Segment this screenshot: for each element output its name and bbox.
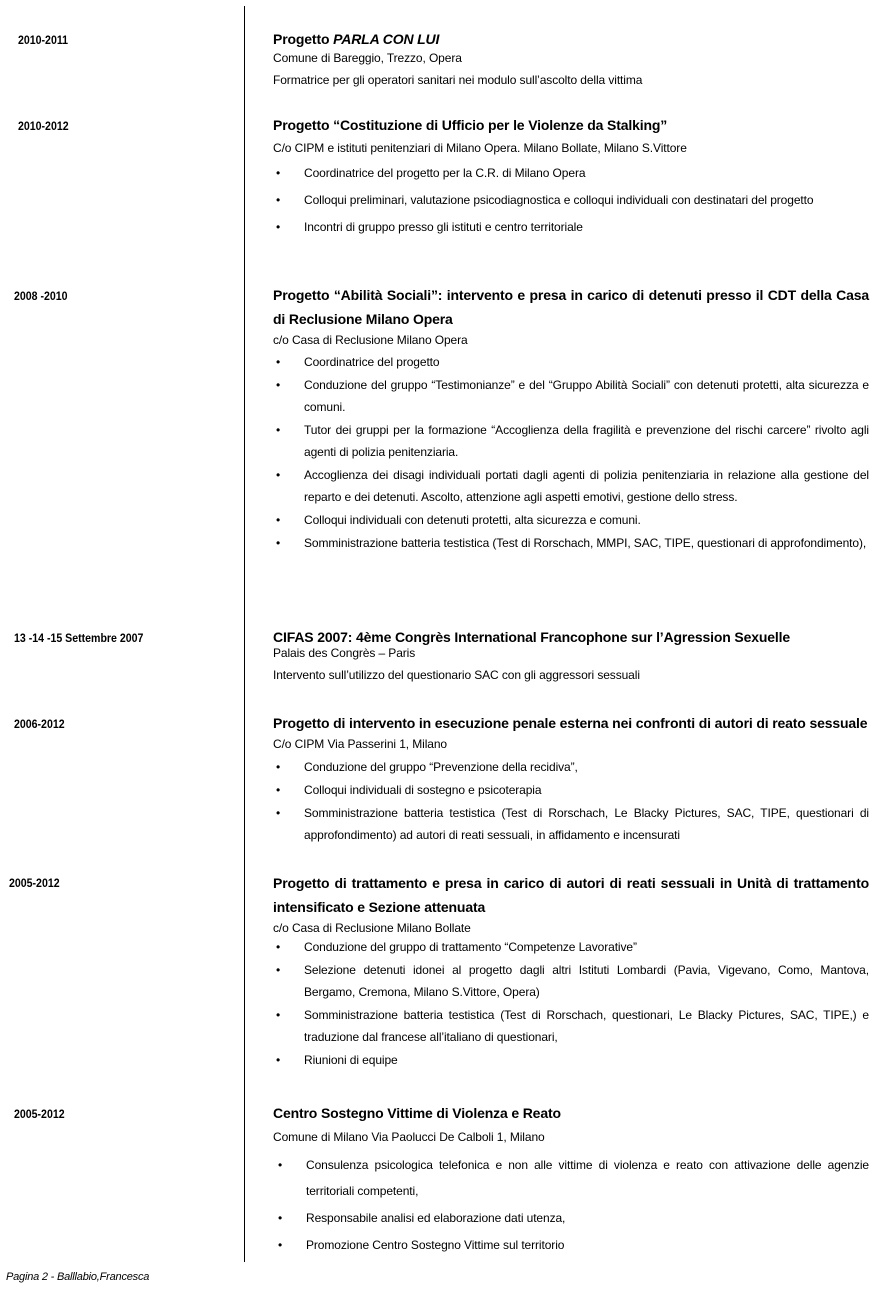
entry-content (273, 716, 869, 847)
bullet-dot: • (275, 806, 281, 820)
entry-line: c/o Casa di Reclusione Milano Bollate (273, 921, 471, 935)
list-item-text: Coordinatrice del progetto (304, 355, 440, 369)
entry-date: 13 -14 -15 Settembre 2007 (14, 633, 144, 645)
list-item (273, 374, 869, 418)
bullet-list (273, 351, 869, 554)
entry-title: Progetto “Abilità Sociali”: intervento e presa in carico di detenuti presso il CDT della Casa di Reclusione Milano Opera (273, 287, 869, 327)
list-item (273, 1049, 869, 1071)
list-item (275, 1232, 869, 1258)
list-item-text: Somministrazione batteria testistica (Test di Rorschach, questionari, Le Blacky Pictures, SAC, TIPE,) e traduzione dal francese all’italiano di questionari, (304, 1008, 869, 1044)
bullet-list (275, 1152, 869, 1258)
list-item-text: Selezione detenuti idonei al progetto dagli altri Istituti Lombardi (Pavia, Vigevano, Como, Mantova, Bergamo, Cremona, Milano S.Vittore, Opera) (304, 963, 869, 999)
list-item (275, 1205, 869, 1231)
list-item-text: Accoglienza dei disagi individuali portati dagli agenti di polizia penitenziaria in relazione alla gestione del reparto e dei detenuti. Ascolto, attenzione agli aspetti emotivi, gestione dello stress. (304, 468, 869, 504)
entry-date: 2005-2012 (14, 1109, 65, 1121)
entry-line: Palais des Congrès – Paris (273, 646, 416, 660)
list-item (273, 936, 869, 958)
title-prefix: Progetto (273, 31, 334, 47)
list-item-text: Conduzione del gruppo “Testimonianze” e del “Gruppo Abilità Sociali” con detenuti protetti, alta sicurezza e comuni. (304, 378, 869, 414)
list-item (273, 160, 869, 186)
bullet-dot: • (275, 963, 281, 977)
entry-line: Intervento sull’utilizzo del questionario SAC con gli aggressori sessuali (273, 668, 640, 682)
list-item (273, 464, 869, 508)
entry-content (273, 118, 869, 241)
list-item (273, 756, 869, 778)
bullet-dot: • (277, 1211, 283, 1225)
bullet-dot: • (275, 468, 281, 482)
entry-line: c/o Casa di Reclusione Milano Opera (273, 333, 468, 347)
bullet-dot: • (275, 423, 281, 437)
bullet-dot: • (275, 1053, 281, 1067)
list-item (273, 1004, 869, 1048)
list-item (275, 1152, 869, 1204)
title-italic: PARLA CON LUI (333, 31, 440, 47)
list-item-text: Incontri di gruppo presso gli istituti e centro territoriale (304, 220, 583, 234)
entry-content (273, 288, 869, 555)
entry-title: Progetto di trattamento e presa in carico di autori di reati sessuali in Unità di trattamento intensificato e Sezione attenuata (273, 875, 869, 915)
bullet-dot: • (275, 193, 281, 207)
list-item-text: Colloqui preliminari, valutazione psicodiagnostica e colloqui individuali con destinatari del progetto (304, 193, 814, 207)
list-item-text: Riunioni di equipe (304, 1053, 398, 1067)
list-item (273, 187, 869, 213)
list-item-text: Conduzione del gruppo “Prevenzione della recidiva”, (304, 760, 578, 774)
entry-date: 2006-2012 (14, 719, 65, 731)
bullet-list (273, 160, 869, 240)
list-item (273, 959, 869, 1003)
list-item-text: Promozione Centro Sostegno Vittime sul territorio (306, 1238, 565, 1252)
vertical-divider (244, 6, 245, 1262)
list-item-text: Conduzione del gruppo di trattamento “Competenze Lavorative” (304, 940, 637, 954)
list-item-text: Colloqui individuali di sostegno e psicoterapia (304, 783, 542, 797)
bullet-dot: • (275, 355, 281, 369)
bullet-dot: • (275, 378, 281, 392)
entry-title: Progetto di intervento in esecuzione penale esterna nei confronti di autori di reato sessuale (273, 715, 868, 731)
entry-line: Comune di Bareggio, Trezzo, Opera (273, 51, 462, 65)
bullet-dot: • (275, 940, 281, 954)
bullet-dot: • (275, 760, 281, 774)
entry-date: 2010-2011 (18, 35, 69, 47)
bullet-dot: • (277, 1158, 283, 1172)
bullet-dot: • (275, 1008, 281, 1022)
entry-content (273, 876, 869, 1071)
entry-date: 2010-2012 (18, 121, 69, 133)
entry-title: Progetto “Costituzione di Ufficio per le Violenze da Stalking” (273, 117, 668, 133)
entry-title: CIFAS 2007: 4ème Congrès International Francophone sur l’Agression Sexuelle (273, 629, 791, 645)
list-item (273, 509, 869, 531)
list-item-text: Consulenza psicologica telefonica e non alle vittime di violenza e reato con attivazione delle agenzie territoriali competenti, (306, 1158, 869, 1198)
entry-content (273, 32, 869, 90)
entry-date: 2005-2012 (9, 878, 60, 890)
list-item (273, 214, 869, 240)
entry-line: Comune di Milano Via Paolucci De Calboli 1, Milano (273, 1130, 545, 1144)
bullet-dot: • (275, 220, 281, 234)
bullet-dot: • (275, 166, 281, 180)
list-item (273, 779, 869, 801)
entry-line: C/o CIPM e istituti penitenziari di Milano Opera. Milano Bollate, Milano S.Vittore (273, 141, 687, 155)
list-item-text: Coordinatrice del progetto per la C.R. di Milano Opera (304, 166, 586, 180)
bullet-dot: • (275, 536, 281, 550)
list-item (273, 802, 869, 846)
list-item-text: Responsabile analisi ed elaborazione dati utenza, (306, 1211, 566, 1225)
bullet-dot: • (275, 783, 281, 797)
list-item (273, 419, 869, 463)
bullet-dot: • (277, 1238, 283, 1252)
list-item (273, 351, 869, 373)
list-item-text: Colloqui individuali con detenuti protetti, alta sicurezza e comuni. (304, 513, 641, 527)
list-item-text: Somministrazione batteria testistica (Test di Rorschach, MMPI, SAC, TIPE, questionari di approfondimento), (304, 536, 867, 550)
entry-content (273, 1106, 869, 1259)
entry-line: Formatrice per gli operatori sanitari nei modulo sull’ascolto della vittima (273, 73, 643, 87)
bullet-list (273, 756, 869, 846)
bullet-dot: • (275, 513, 281, 527)
entry-date: 2008 -2010 (14, 291, 68, 303)
list-item-text: Somministrazione batteria testistica (Test di Rorschach, Le Blacky Pictures, SAC, TIPE, questionari di approfondimento) ad autori di reati sessuali, in affidamento e incensurati (304, 806, 869, 842)
entry-content (273, 630, 869, 685)
list-item (273, 532, 869, 554)
entry-title: Centro Sostegno Vittime di Violenza e Reato (273, 1105, 561, 1121)
page-footer: Pagina 2 - Balllabio,Francesca (6, 1271, 150, 1283)
bullet-list (273, 936, 869, 1071)
entry-line: C/o CIPM Via Passerini 1, Milano (273, 737, 447, 751)
list-item-text: Tutor dei gruppi per la formazione “Accoglienza della fragilità e prevenzione del rischi carcere” rivolto agli agenti di polizia penitenziaria. (304, 423, 869, 459)
